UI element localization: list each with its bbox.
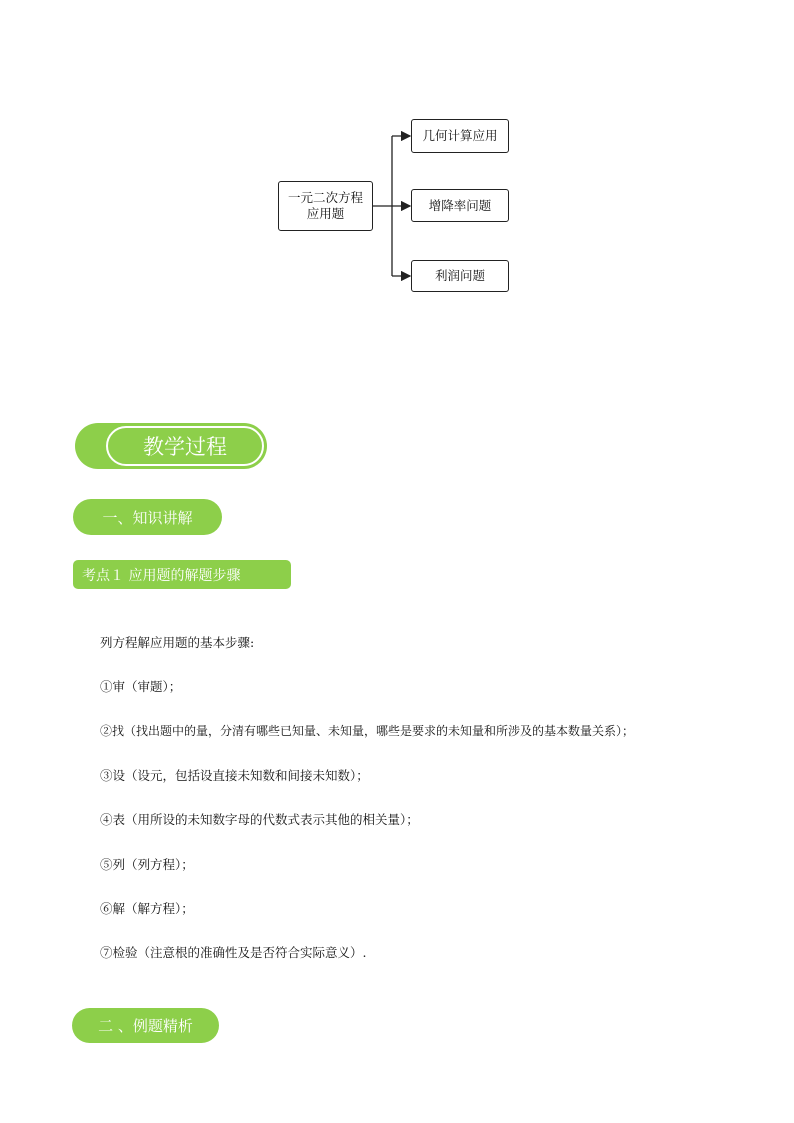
mindmap-child-growth-rate: 增降率问题 [411, 189, 509, 222]
step-6: ⑥解（解方程）； [100, 901, 194, 916]
step-5: ⑤列（列方程）； [100, 857, 194, 872]
steps-intro: 列方程解应用题的基本步骤: [100, 635, 255, 650]
root-line-2: 应用题 [306, 206, 345, 221]
section-title-teaching-process: 教学过程 [106, 426, 264, 466]
step-4: ④表（用所设的未知数字母的代数式表示其他的相关量）； [100, 812, 419, 827]
subsection-example-analysis: 二 、例题精析 [72, 1008, 219, 1043]
subsection-knowledge-explanation: 一、知识讲解 [73, 499, 222, 535]
mindmap-root-node [278, 181, 373, 231]
mindmap-child-profit: 利润问题 [411, 260, 509, 292]
mind-map-connectors [0, 0, 794, 320]
mindmap-child-geometry: 几何计算应用 [411, 119, 509, 153]
step-7: ⑦检验（注意根的准确性及是否符合实际意义）. [100, 945, 367, 960]
root-line-1: 一元二次方程 [287, 190, 363, 205]
step-2: ②找（找出题中的量，分清有哪些已知量、未知量，哪些是要求的未知量和所涉及的基本数量关系）； [100, 724, 635, 738]
topic-label: 考点１ 应用题的解题步骤 [73, 560, 291, 589]
step-1: ①审（审题）； [100, 679, 182, 694]
step-3: ③设（设元，包括设直接未知数和间接未知数）； [100, 768, 369, 783]
